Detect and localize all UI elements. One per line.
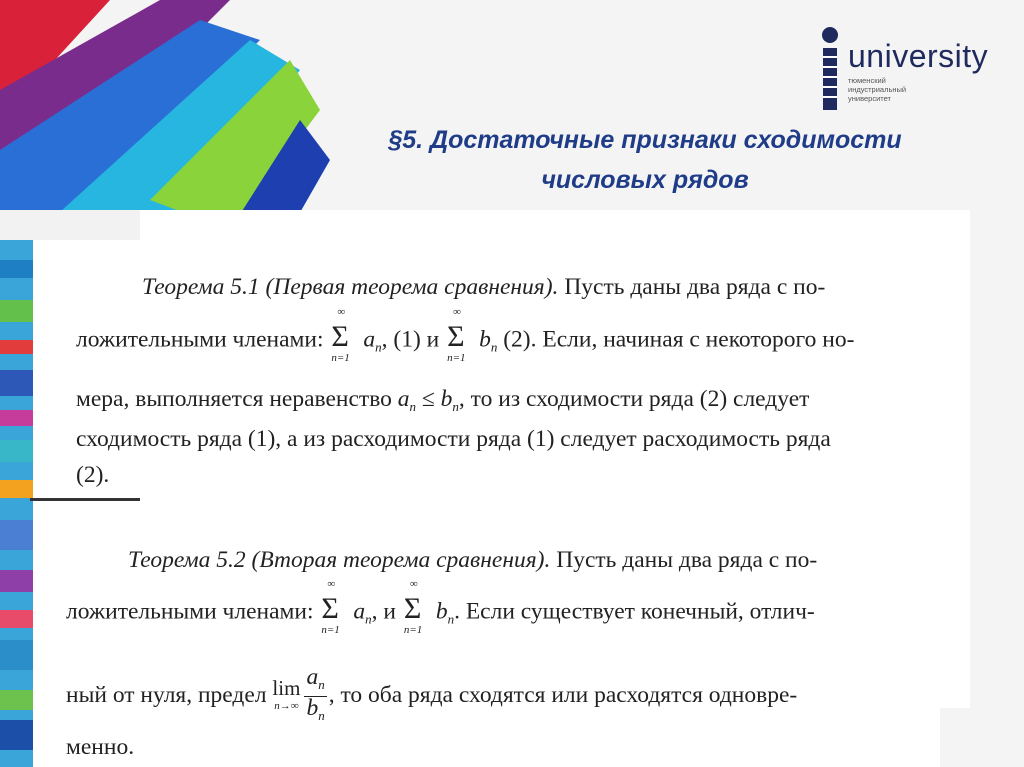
limit-symbol: lim n→∞: [272, 675, 301, 712]
theorem-1-line-5: (2).: [76, 462, 110, 488]
university-logo: [818, 26, 988, 116]
title-line-1: §5. Достаточные признаки сходимости: [388, 126, 902, 154]
title-line-2: числовых рядов: [541, 166, 749, 194]
theorem-2-label: Теорема 5.2 (Вторая теорема сравнения).: [128, 547, 551, 573]
logo-subtitle: тюменский индустриальный университет: [848, 76, 907, 103]
logo-wordmark: university: [848, 38, 989, 74]
theorem-2-line-4: менно.: [66, 734, 135, 760]
sum-symbol: ∞ Σ n=1: [331, 306, 350, 364]
theorem-2-panel: [33, 502, 940, 767]
slide: university тюменский индустриальный университет §5. Достаточные признаки сходимости числовых рядов Теорема 5.1 (Первая теорема сравнения). Пусть даны два ряда с по- ложительными членами: ∞ Σ n=1 $a_n$, (1) и ∞ Σ n=1 $b_n$ (2). Если, начиная с некоторого но- мера, выполняется неравенство $a_n \le b_n$, то из сходимости ряда (2) следует сходимость ряда (1), а из расходимости ряда (1) следует расходимость ряда (2). Теорема 5.2 (Вторая теорема сравнения). Пусть даны два ряда с по- ложительными членами: ∞ Σ n=1 $a_n$, и ∞ Σ n=1 $b_n$. Если существует конечный, отлич- ный от нуля, предел lim n→∞ $\frac{a_n}{b_n}$ , то оба ряда сходятся или расходятся одновре- менно.: [0, 0, 1024, 767]
sum-symbol: ∞ Σ n=1: [403, 578, 423, 636]
theorem-1-line-4: сходимость ряда (1), а из расходимости ряда (1) следует расходимость ряда: [76, 426, 831, 452]
fraction: $\frac{a_n}{b_n}$: [306, 664, 325, 723]
panel-divider: [30, 498, 140, 501]
sum-symbol: ∞ Σ n=1: [447, 306, 466, 364]
theorem-1-label: Теорема 5.1 (Первая теорема сравнения).: [142, 274, 559, 300]
logo-emblem-icon: [818, 26, 842, 116]
sum-symbol: ∞ Σ n=1: [321, 578, 340, 636]
